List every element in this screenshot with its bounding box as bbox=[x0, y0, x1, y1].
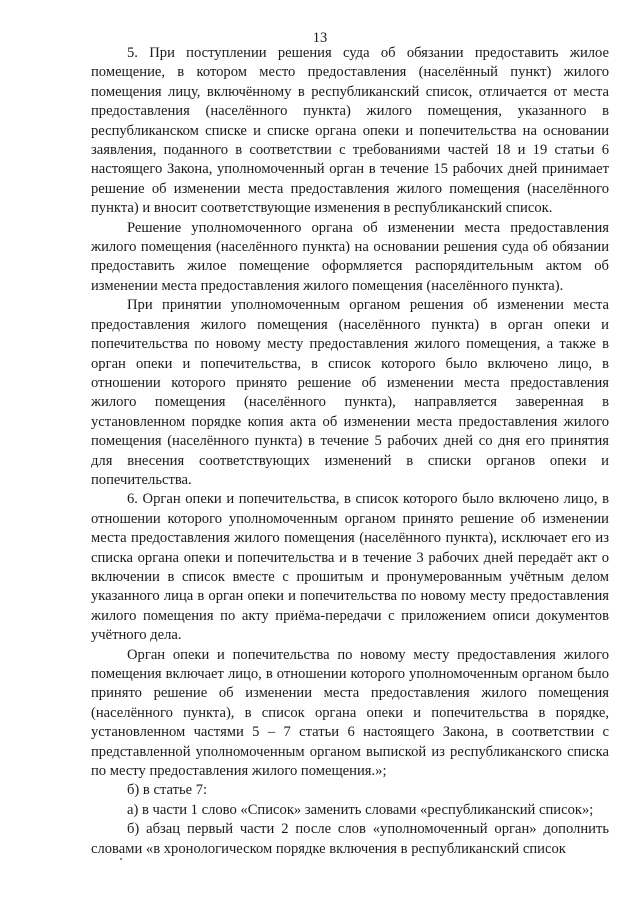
paragraph-article-7-a: а) в части 1 слово «Список» заменить словами «республиканский список»; bbox=[127, 801, 594, 818]
paragraph-article-7: б) в статье 7: bbox=[127, 782, 208, 799]
paragraph-decision-form: Решение уполномоченного органа об изменении места предоставления жилого помещения (населённого пункта) на основании решения суда об обязании предоставить жилое помещение оформляется распорядительным актом об изменении места предоставления жилого помещения (населённого пункта). bbox=[91, 219, 609, 294]
document-body bbox=[91, 44, 609, 859]
paragraph-article-7-b: б) абзац первый части 2 после слов «уполномоченный орган» дополнить словами «в хронологическом порядке включения в республиканский список bbox=[91, 821, 609, 857]
scan-speck bbox=[120, 858, 122, 860]
paragraph-new-list-inclusion: Орган опеки и попечительства по новому месту предоставления жилого помещения включает лицо, в отношении которого уполномоченным органом было принято решение об изменении места предоставления жилого помещения (населённого пункта), в список органа опеки и попечительства в порядке, установленном частями 5 – 7 статьи 6 настоящего Закона, в соответствии с представленной уполномоченным органом выпиской из республиканского списка по месту предоставления жилого помещения.»; bbox=[91, 646, 609, 780]
paragraph-part-6: 6. Орган опеки и попечительства, в список которого было включено лицо, в отношении которого уполномоченным органом принято решение об изменении места предоставления жилого помещения (населённого пункта), исключает его из списка органа опеки и попечительства и в течение 3 рабочих дней передаёт акт о включении в список вместе с прошитым и пронумерованным учётным делом указанного лица в орган опеки и попечительства по новому месту предоставления жилого помещения по акту приёма-передачи с приложением описи документов учётного дела. bbox=[91, 491, 609, 644]
paragraph-copy-sending: При принятии уполномоченным органом решения об изменении места предоставления жилого помещения (населённого пункта) в орган опеки и попечительства по новому месту предоставления жилого помещения, а также в орган опеки и попечительства, в список которого было включено лицо, в отношении которого принято решение об изменении места предоставления жилого помещения (населённого пункта), направляется заверенная в установленном порядке копия акта об изменении места предоставления жилого помещения (населённого пункта) в течение 5 рабочих дней со дня его принятия для внесения соответствующих изменений в списки органов опеки и попечительства. bbox=[91, 297, 609, 488]
paragraph-part-5: 5. При поступлении решения суда об обязании предоставить жилое помещение, в котором место предоставления (населённый пункт) жилого помещения лицу, включённому в республиканский список, отличается от места предоставления (населённого пункта) жилого помещения, указанного в республиканском списке и списке органа опеки и попечительства на основании заявления, поданного в соответствии с требованиями частей 18 и 19 статьи 6 настоящего Закона, уполномоченный орган в течение 15 рабочих дней принимает решение об изменении места предоставления жилого помещения (населённого пункта) и вносит соответствующие изменения в республиканский список. bbox=[91, 45, 609, 217]
page-number: 13 bbox=[312, 30, 328, 46]
